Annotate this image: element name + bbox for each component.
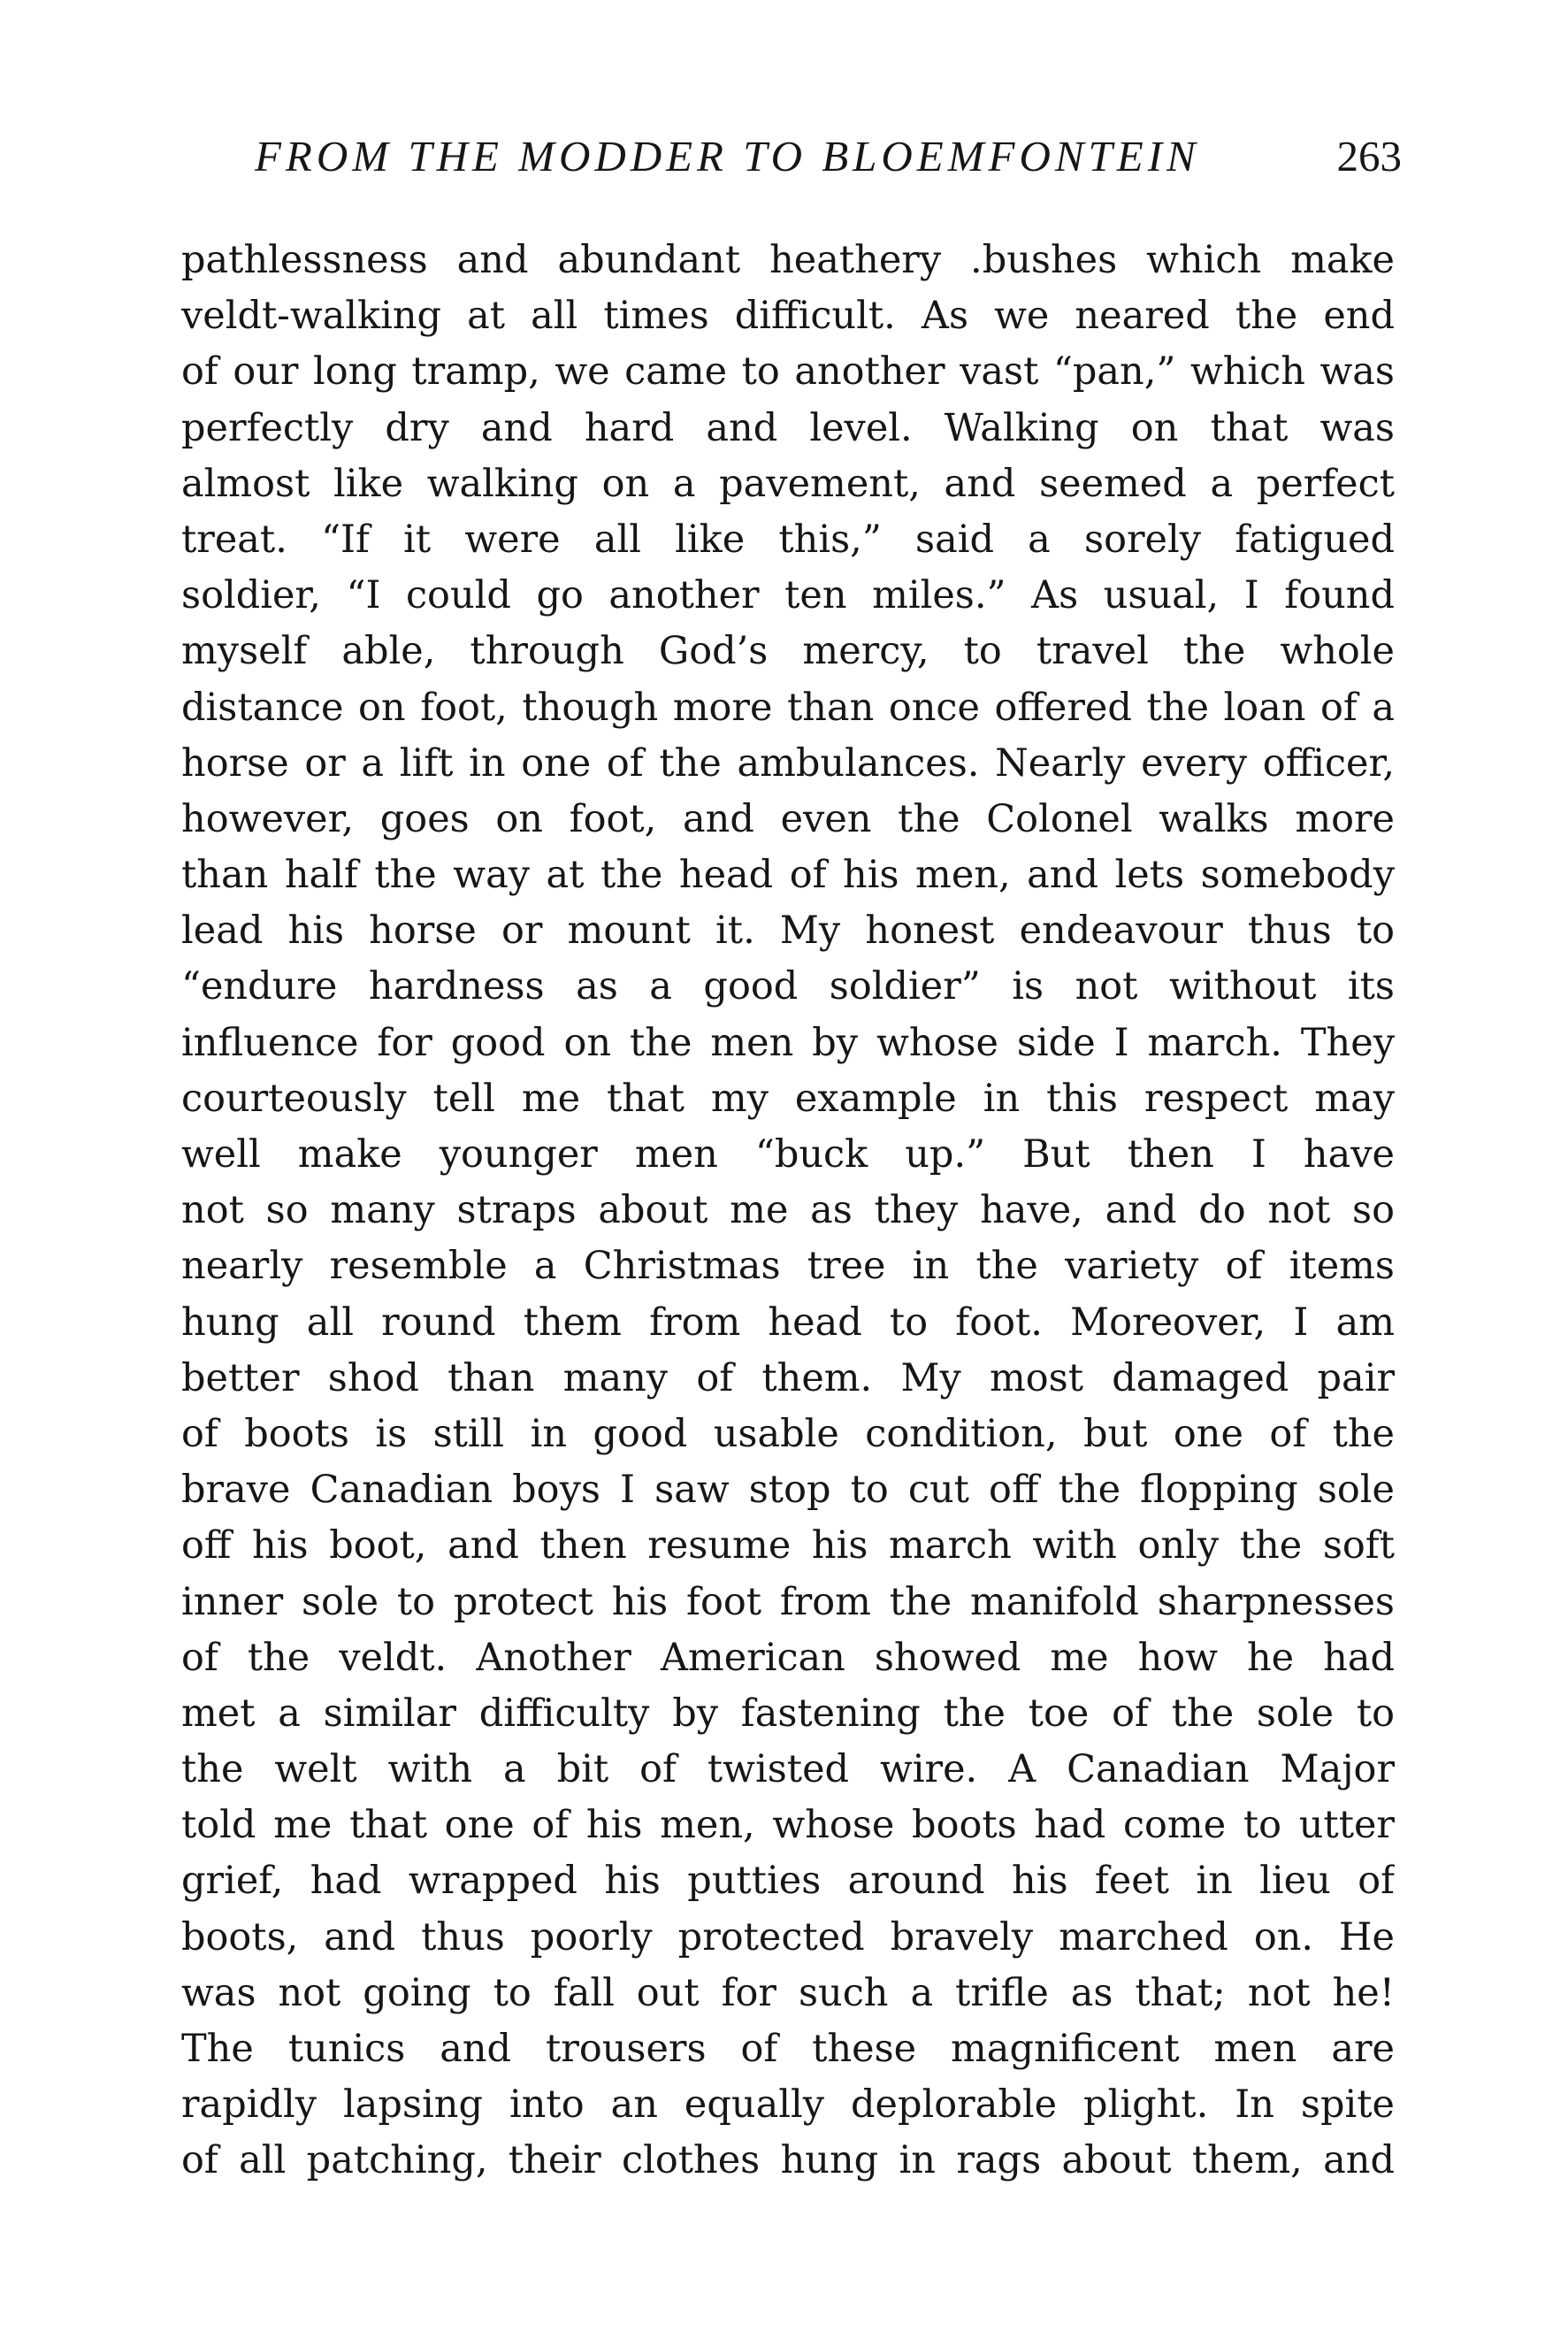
text-line: however, goes on foot, and even the Colonel walks more [181, 796, 1395, 841]
text-line: influence for good on the men by whose side I march. They [181, 1020, 1395, 1065]
body-text [181, 233, 1395, 2189]
text-line: veldt-walking at all times difficult. As we neared the end [181, 294, 1395, 339]
text-line: boots, and thus poorly protected bravely marched on. He [181, 1914, 1395, 1959]
text-line: treat. “If it were all like this,” said a sorely fatigued [181, 517, 1395, 562]
text-line: of our long tramp, we came to another vast “pan,” which was [181, 349, 1395, 395]
text-line: soldier, “I could go another ten miles.” As usual, I found [181, 573, 1395, 618]
text-line: than half the way at the head of his men, and lets somebody [181, 853, 1395, 898]
text-line: myself able, through God’s mercy, to travel the whole [181, 629, 1395, 674]
text-line: of the veldt. Another American showed me how he had [181, 1635, 1395, 1680]
text-line: brave Canadian boys I saw stop to cut off the flopping sole [181, 1468, 1395, 1513]
text-line: hung all round them from head to foot. Moreover, I am [181, 1300, 1395, 1345]
text-line: nearly resemble a Christmas tree in the variety of items [181, 1244, 1395, 1289]
text-line: inner sole to protect his foot from the manifold sharpnesses [181, 1579, 1395, 1624]
text-line: not so many straps about me as they have, and do not so [181, 1188, 1395, 1233]
running-head [177, 124, 1402, 195]
text-line: told me that one of his men, whose boots had come to utter [181, 1803, 1395, 1848]
text-line: off his boot, and then resume his march with only the soft [181, 1523, 1395, 1568]
text-line: courteously tell me that my example in this respect may [181, 1076, 1395, 1121]
text-line: the welt with a bit of twisted wire. A Canadian Major [181, 1747, 1395, 1792]
text-line: perfectly dry and hard and level. Walking on that was [181, 405, 1395, 450]
text-line: lead his horse or mount it. My honest endeavour thus to [181, 909, 1395, 954]
text-line: The tunics and trousers of these magnificent men are [181, 2027, 1395, 2071]
text-line: horse or a lift in one of the ambulances. Nearly every officer, [181, 740, 1395, 786]
text-line: well make younger men “buck up.” But then I have [181, 1132, 1395, 1177]
text-line: “endure hardness as a good soldier” is not without its [181, 964, 1395, 1009]
text-line: of all patching, their clothes hung in rags about them, and [181, 2138, 1395, 2183]
text-line: almost like walking on a pavement, and seemed a perfect [181, 461, 1395, 506]
text-line: grief, had wrapped his putties around his feet in lieu of [181, 1859, 1395, 1904]
text-line: distance on foot, though more than once offered the loan of a [181, 685, 1395, 730]
text-line: met a similar difficulty by fastening the toe of the sole to [181, 1691, 1395, 1736]
text-line: pathlessness and abundant heathery .bushes which make [181, 238, 1395, 282]
text-line: better shod than many of them. My most damaged pair [181, 1355, 1395, 1400]
text-line: rapidly lapsing into an equally deplorable plight. In spite [181, 2082, 1395, 2128]
running-title: FROM THE MODDER TO BLOEMFONTEIN [255, 132, 1200, 180]
page-number: 263 [1336, 132, 1402, 180]
text-line: of boots is still in good usable condition, but one of the [181, 1411, 1395, 1456]
text-line: was not going to fall out for such a trifle as that; not he! [181, 1970, 1395, 2015]
